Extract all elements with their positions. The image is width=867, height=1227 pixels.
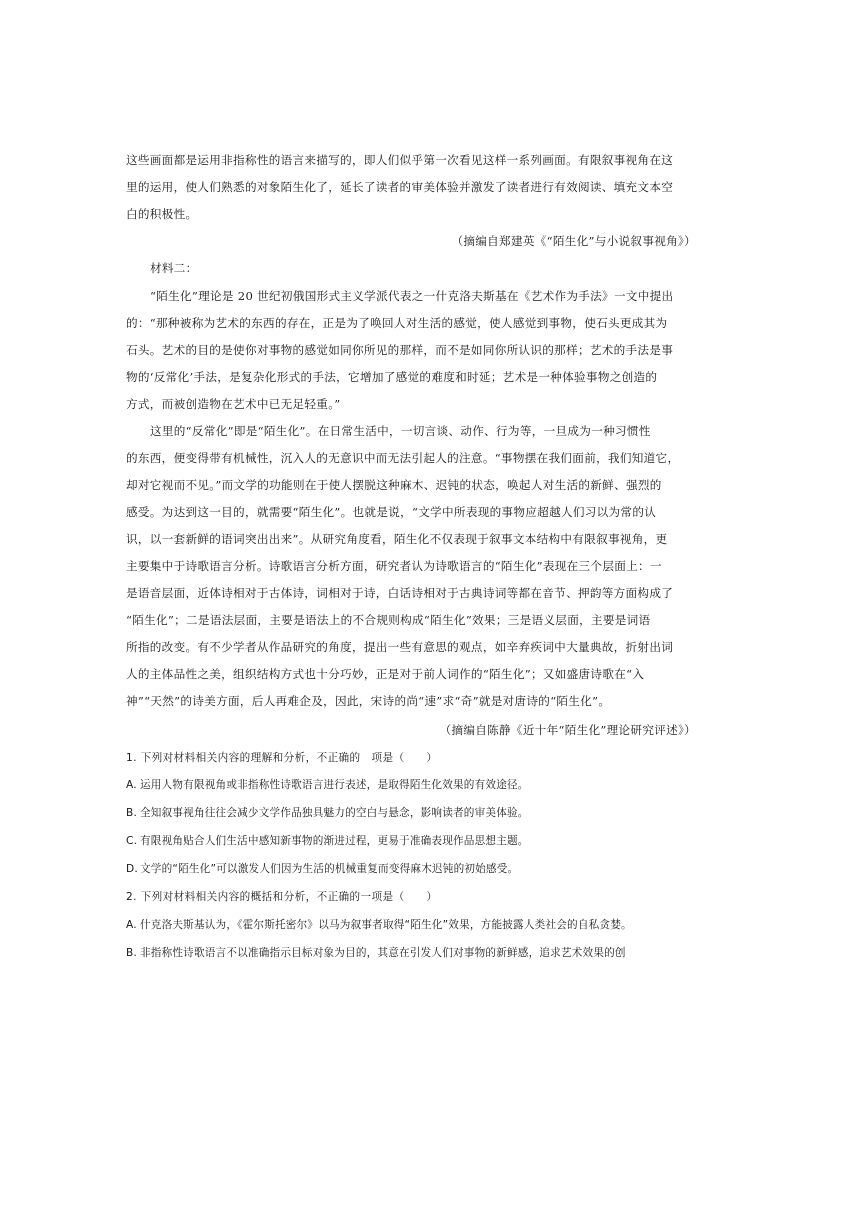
material2-para2-line: 人的主体品性之美，组织结构方式也十分巧妙，正是对于前人词作的“陌生化”；又如盛唐诗歌在“入 bbox=[126, 667, 645, 681]
option-text: 非指称性诗歌语言不以准确指示目标对象为目的，其意在引发人们对事物的新鲜感，追求艺术效果的创 bbox=[140, 947, 626, 959]
material2-para2-line: 这里的“反常化”即是“陌生化”。在日常生活中，一切言谈、动作、行为等，一旦成为一种习惯性 bbox=[150, 424, 651, 438]
material1-line: 这些画面都是运用非指称性的语言来描写的，即人们似乎第一次看见这样一系列画面。有限叙事视角在这 bbox=[126, 153, 674, 167]
option-label: A. bbox=[126, 779, 137, 791]
material1-line: 里的运用，使人们熟悉的对象陌生化了，延长了读者的审美体验并激发了读者进行有效阅读、填充文本空 bbox=[126, 180, 674, 194]
question2-option-a[interactable] bbox=[126, 918, 706, 932]
material2-para2-line: 所指的改变。有不少学者从作品研究的角度，提出一些有意思的观点，如辛弃疾词中大量典故，折射出词 bbox=[126, 640, 674, 654]
question2-stem: 2. 下列对材料相关内容的概括和分析，不正确的一项是（ ） bbox=[126, 891, 438, 903]
question1-option-b[interactable] bbox=[126, 806, 706, 820]
material2-para2-line: “陌生化”；二是语法层面，主要是语法上的不合规则构成“陌生化”效果；三是语义层面，主要是词语 bbox=[126, 613, 651, 627]
material2-para1-line: 的：“那种被称为艺术的东西的存在，正是为了唤回人对生活的感觉，使人感觉到事物，使石头更成其为 bbox=[126, 316, 668, 330]
option-text: 运用人物有限视角或非指称性诗歌语言进行表述，是取得陌生化效果的有效途径。 bbox=[140, 779, 529, 791]
material1-line: 白的积极性。 bbox=[126, 207, 198, 221]
material2-para1-line: 石头。艺术的目的是使你对事物的感觉如同你所见的那样，而不是如同你所认识的那样；艺术的手法是事 bbox=[126, 343, 674, 357]
question1-stem: 1. 下列对材料相关内容的理解和分析，不正确的 项是（ ） bbox=[126, 752, 438, 764]
material2-para2-line: 主要集中于诗歌语言分析。诗歌语言分析方面，研究者认为诗歌语言的“陌生化”表现在三个层面上：一 bbox=[126, 559, 662, 573]
material2-para2-line: 感受。为达到这一目的，就需要“陌生化”。也就是说，“文学中所表现的事物应超越人们习以为常的认 bbox=[126, 505, 657, 519]
material2-heading: 材料二： bbox=[150, 261, 198, 275]
material2-para2-line: 是语音层面，近体诗相对于古体诗，词相对于诗，白话诗相对于古典诗词等都在音节、押韵等方面构成了 bbox=[126, 586, 674, 600]
option-label: C. bbox=[126, 835, 138, 847]
option-text: 全知叙事视角往往会减少文学作品独具魅力的空白与悬念，影响读者的审美体验。 bbox=[140, 807, 529, 819]
option-label: B. bbox=[126, 947, 138, 959]
material1-source: （摘编自郑建英《“陌生化”与小说叙事视角》） bbox=[451, 234, 696, 248]
option-text: 什克洛夫斯基认为，《霍尔斯托密尔》以马为叙事者取得“陌生化”效果，方能披露人类社会的自私贪婪。 bbox=[140, 919, 632, 931]
material2-para1-line: 物的‘反常化’手法，是复杂化形式的手法，它增加了感觉的难度和时延；艺术是一种体验事物之创造的 bbox=[126, 370, 658, 384]
material2-para1-line: “陌生化”理论是 20 世纪初俄国形式主义学派代表之一什克洛夫斯基在《艺术作为手法》一文中提出 bbox=[150, 289, 674, 303]
material2-para2-line: 却对它视而不见。”而文学的功能则在于使人摆脱这种麻木、迟钝的状态，唤起人对生活的新鲜、强烈的 bbox=[126, 478, 662, 492]
material2-para2-line: 神”“天然”的诗美方面，后人再难企及，因此，宋诗的尚“速”求“奇”就是对唐诗的“陌生化”。 bbox=[126, 694, 611, 708]
material2-para2-line: 识，以一套新鲜的语词突出出来”。从研究角度看，陌生化不仅表现于叙事文本结构中有限叙事视角，更 bbox=[126, 532, 668, 546]
option-label: A. bbox=[126, 919, 137, 931]
option-text: 有限视角贴合人们生活中感知新事物的渐进过程，更易于准确表现作品思想主题。 bbox=[140, 835, 529, 847]
question1-option-a[interactable] bbox=[126, 778, 706, 792]
material2-source: （摘编自陈静《近十年“陌生化”理论研究评述》） bbox=[439, 723, 696, 737]
material2-para1-line: 方式，而被创造物在艺术中已无足轻重。” bbox=[126, 397, 341, 411]
option-label: B. bbox=[126, 807, 138, 819]
option-text: 文学的“陌生化”可以激发人们因为生活的机械重复而变得麻木迟钝的初始感受。 bbox=[140, 863, 519, 875]
question1-option-d[interactable] bbox=[126, 862, 706, 876]
question1-option-c[interactable] bbox=[126, 834, 706, 848]
material2-para2-line: 的东西，便变得带有机械性，沉入人的无意识中而无法引起人的注意。“事物摆在我们面前，我们知道它， bbox=[126, 451, 680, 465]
option-label: D. bbox=[126, 863, 138, 875]
question2-option-b[interactable] bbox=[126, 946, 706, 960]
